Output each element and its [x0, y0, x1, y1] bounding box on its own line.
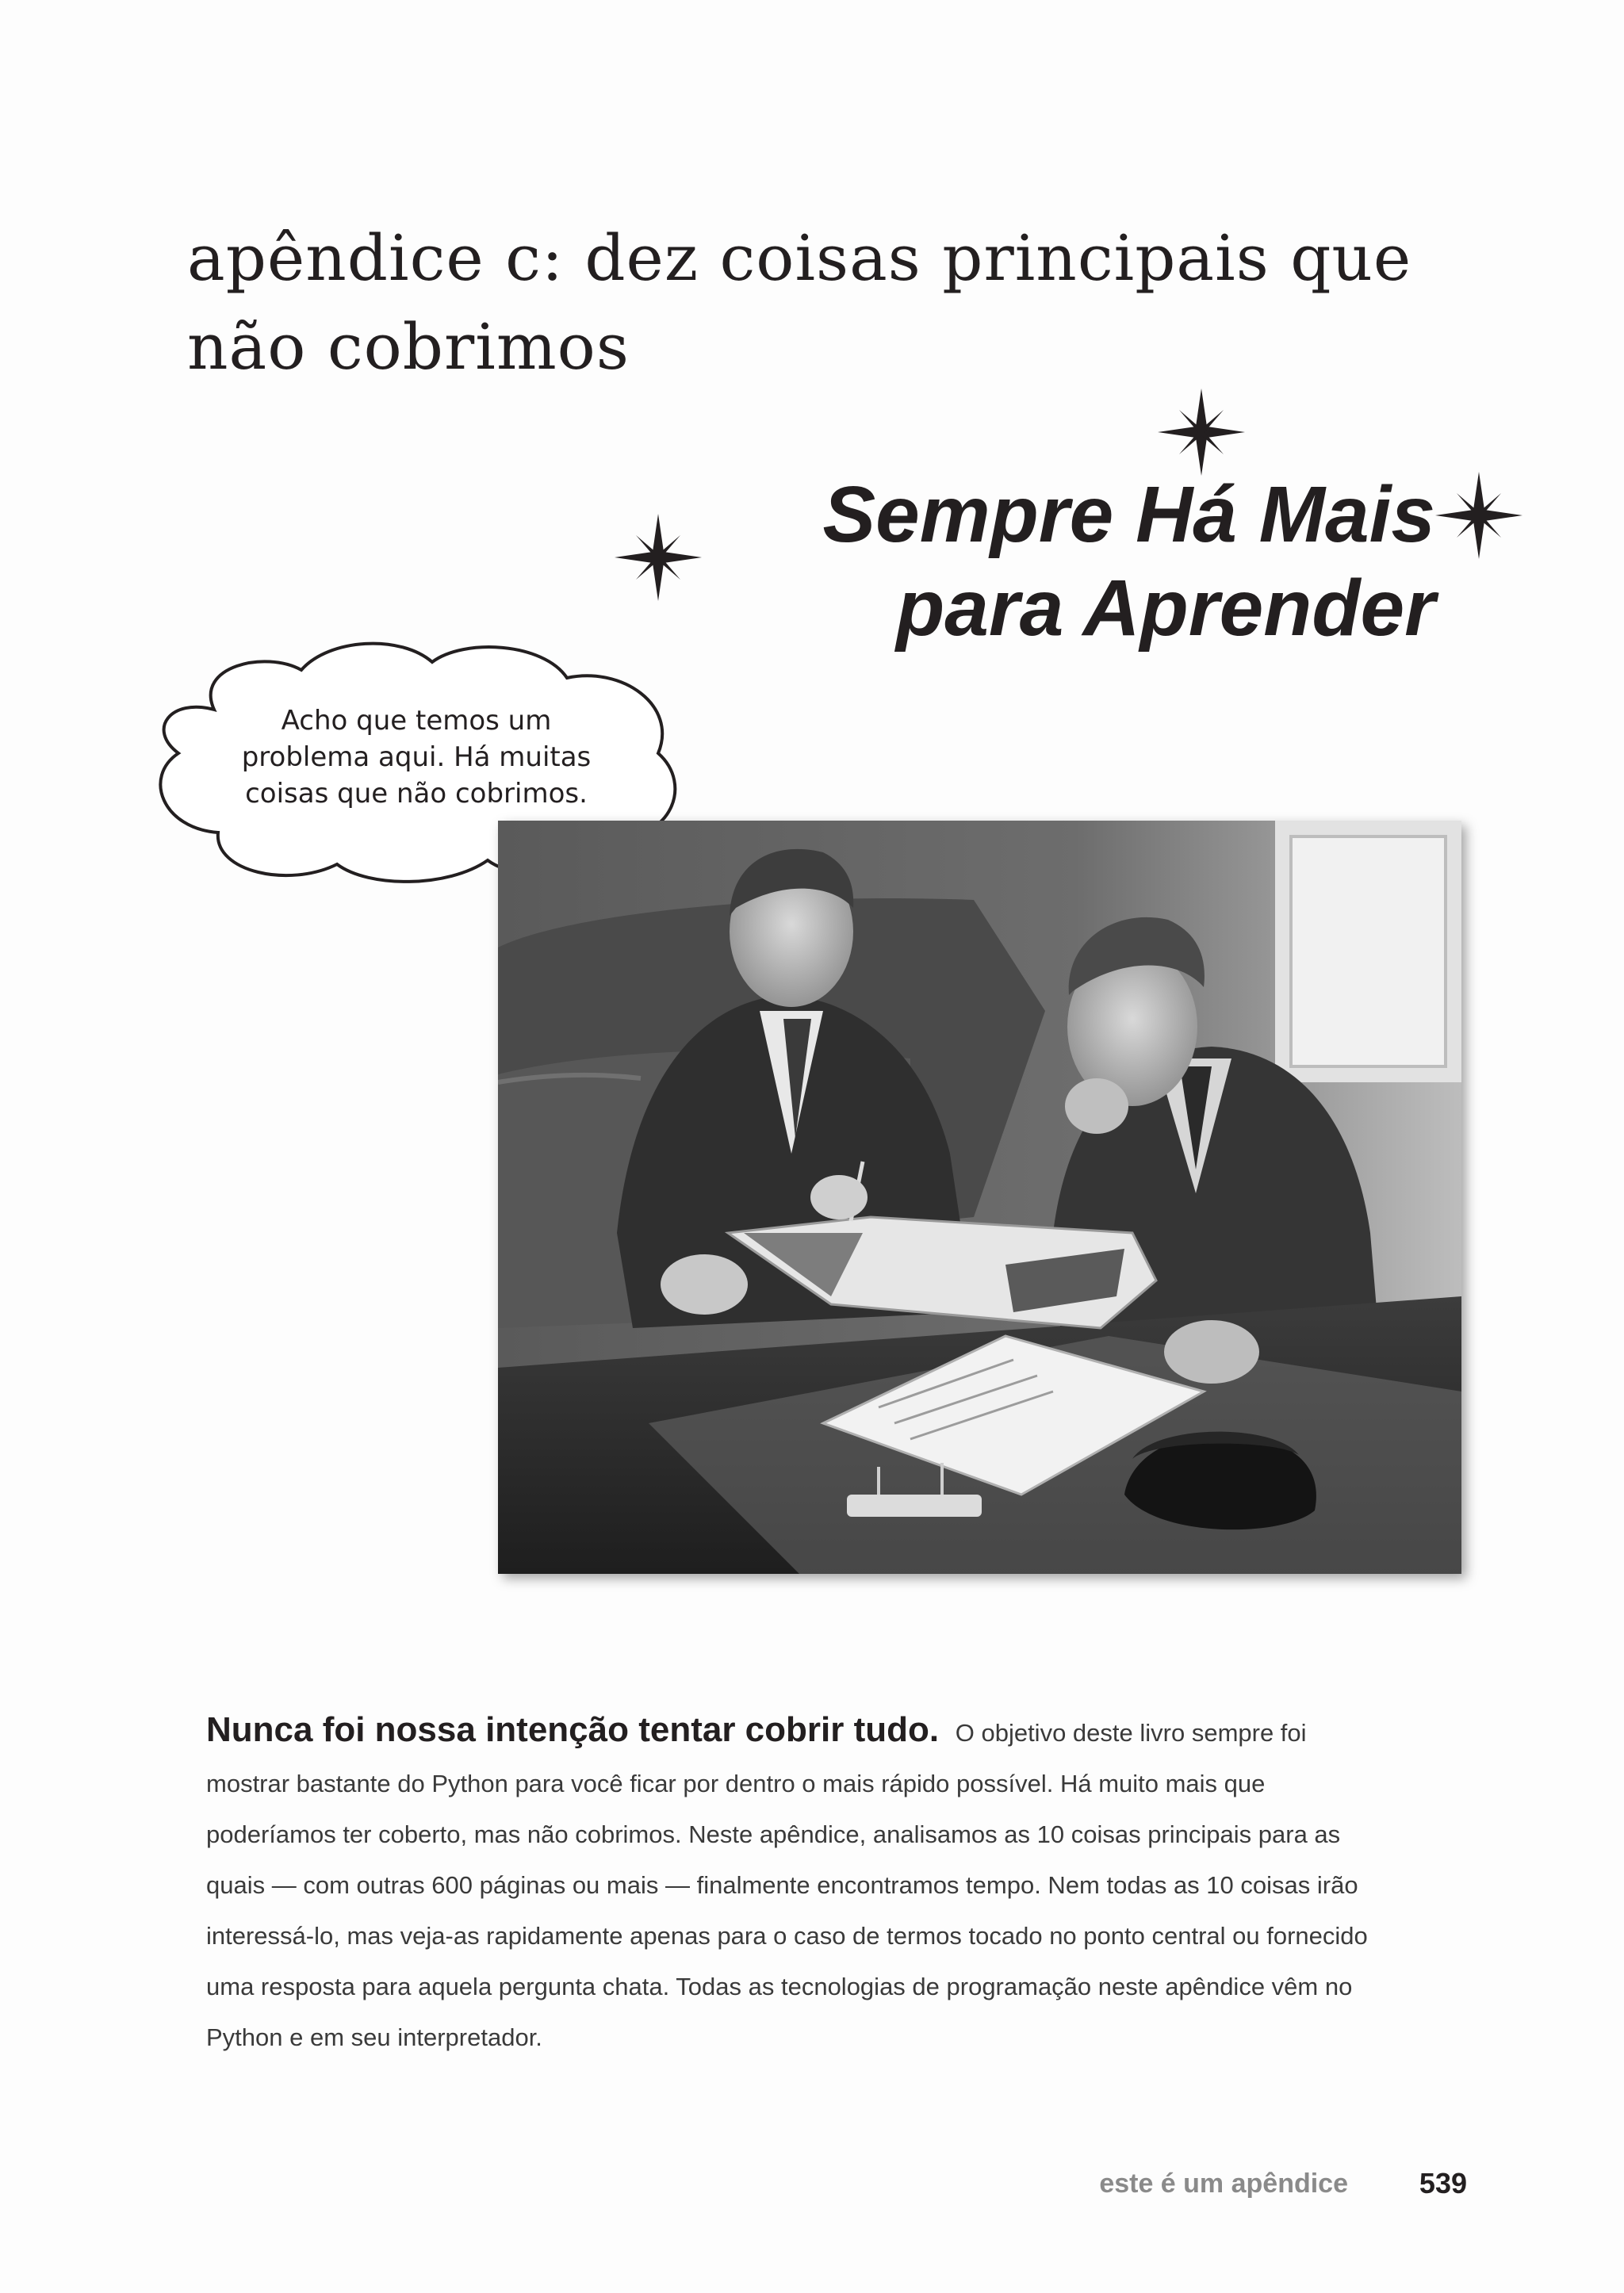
thought-bubble-text: Acho que temos um problema aqui. Há muitas coisas que não cobrimos.	[241, 705, 592, 810]
page-number: 539	[1419, 2167, 1467, 2199]
headline	[698, 468, 1435, 655]
headline-line-2: para Aprender	[896, 564, 1435, 653]
vintage-photo-illustration	[498, 821, 1461, 1574]
body-lead-in: Nunca foi nossa intenção tentar cobrir tudo.	[206, 1710, 940, 1749]
sparkle-icon	[615, 514, 702, 601]
footer-label: este é um apêndice	[1099, 2169, 1348, 2199]
vintage-photo	[498, 821, 1461, 1574]
body-paragraph	[206, 1705, 1380, 2063]
chapter-title: apêndice c: dez coisas principais que não cobrimos	[187, 221, 1412, 384]
headline-line-1: Sempre Há Mais	[822, 470, 1435, 559]
body-text: O objetivo deste livro sempre foi mostrar bastante do Python para você ficar por dentro o mais rápido possível. Há muito mais que poderíamos ter coberto, mas não cobrimos. Neste apêndice, analisamos as 10 coisas principais para as quais — com outras 600 páginas ou mais — finalmente encontramos tempo. Nem todas as 10 coisas irão interessá-lo, mas veja-as rapidamente apenas para o caso de termos tocado no ponto central ou fornecido uma resposta para aquela pergunta chata. Todas as tecnologias de programação neste apêndice vêm no Python e em seu interpretador.	[206, 1719, 1368, 2051]
sparkle-icon	[1435, 472, 1522, 559]
sparkle-icon	[1158, 389, 1245, 476]
